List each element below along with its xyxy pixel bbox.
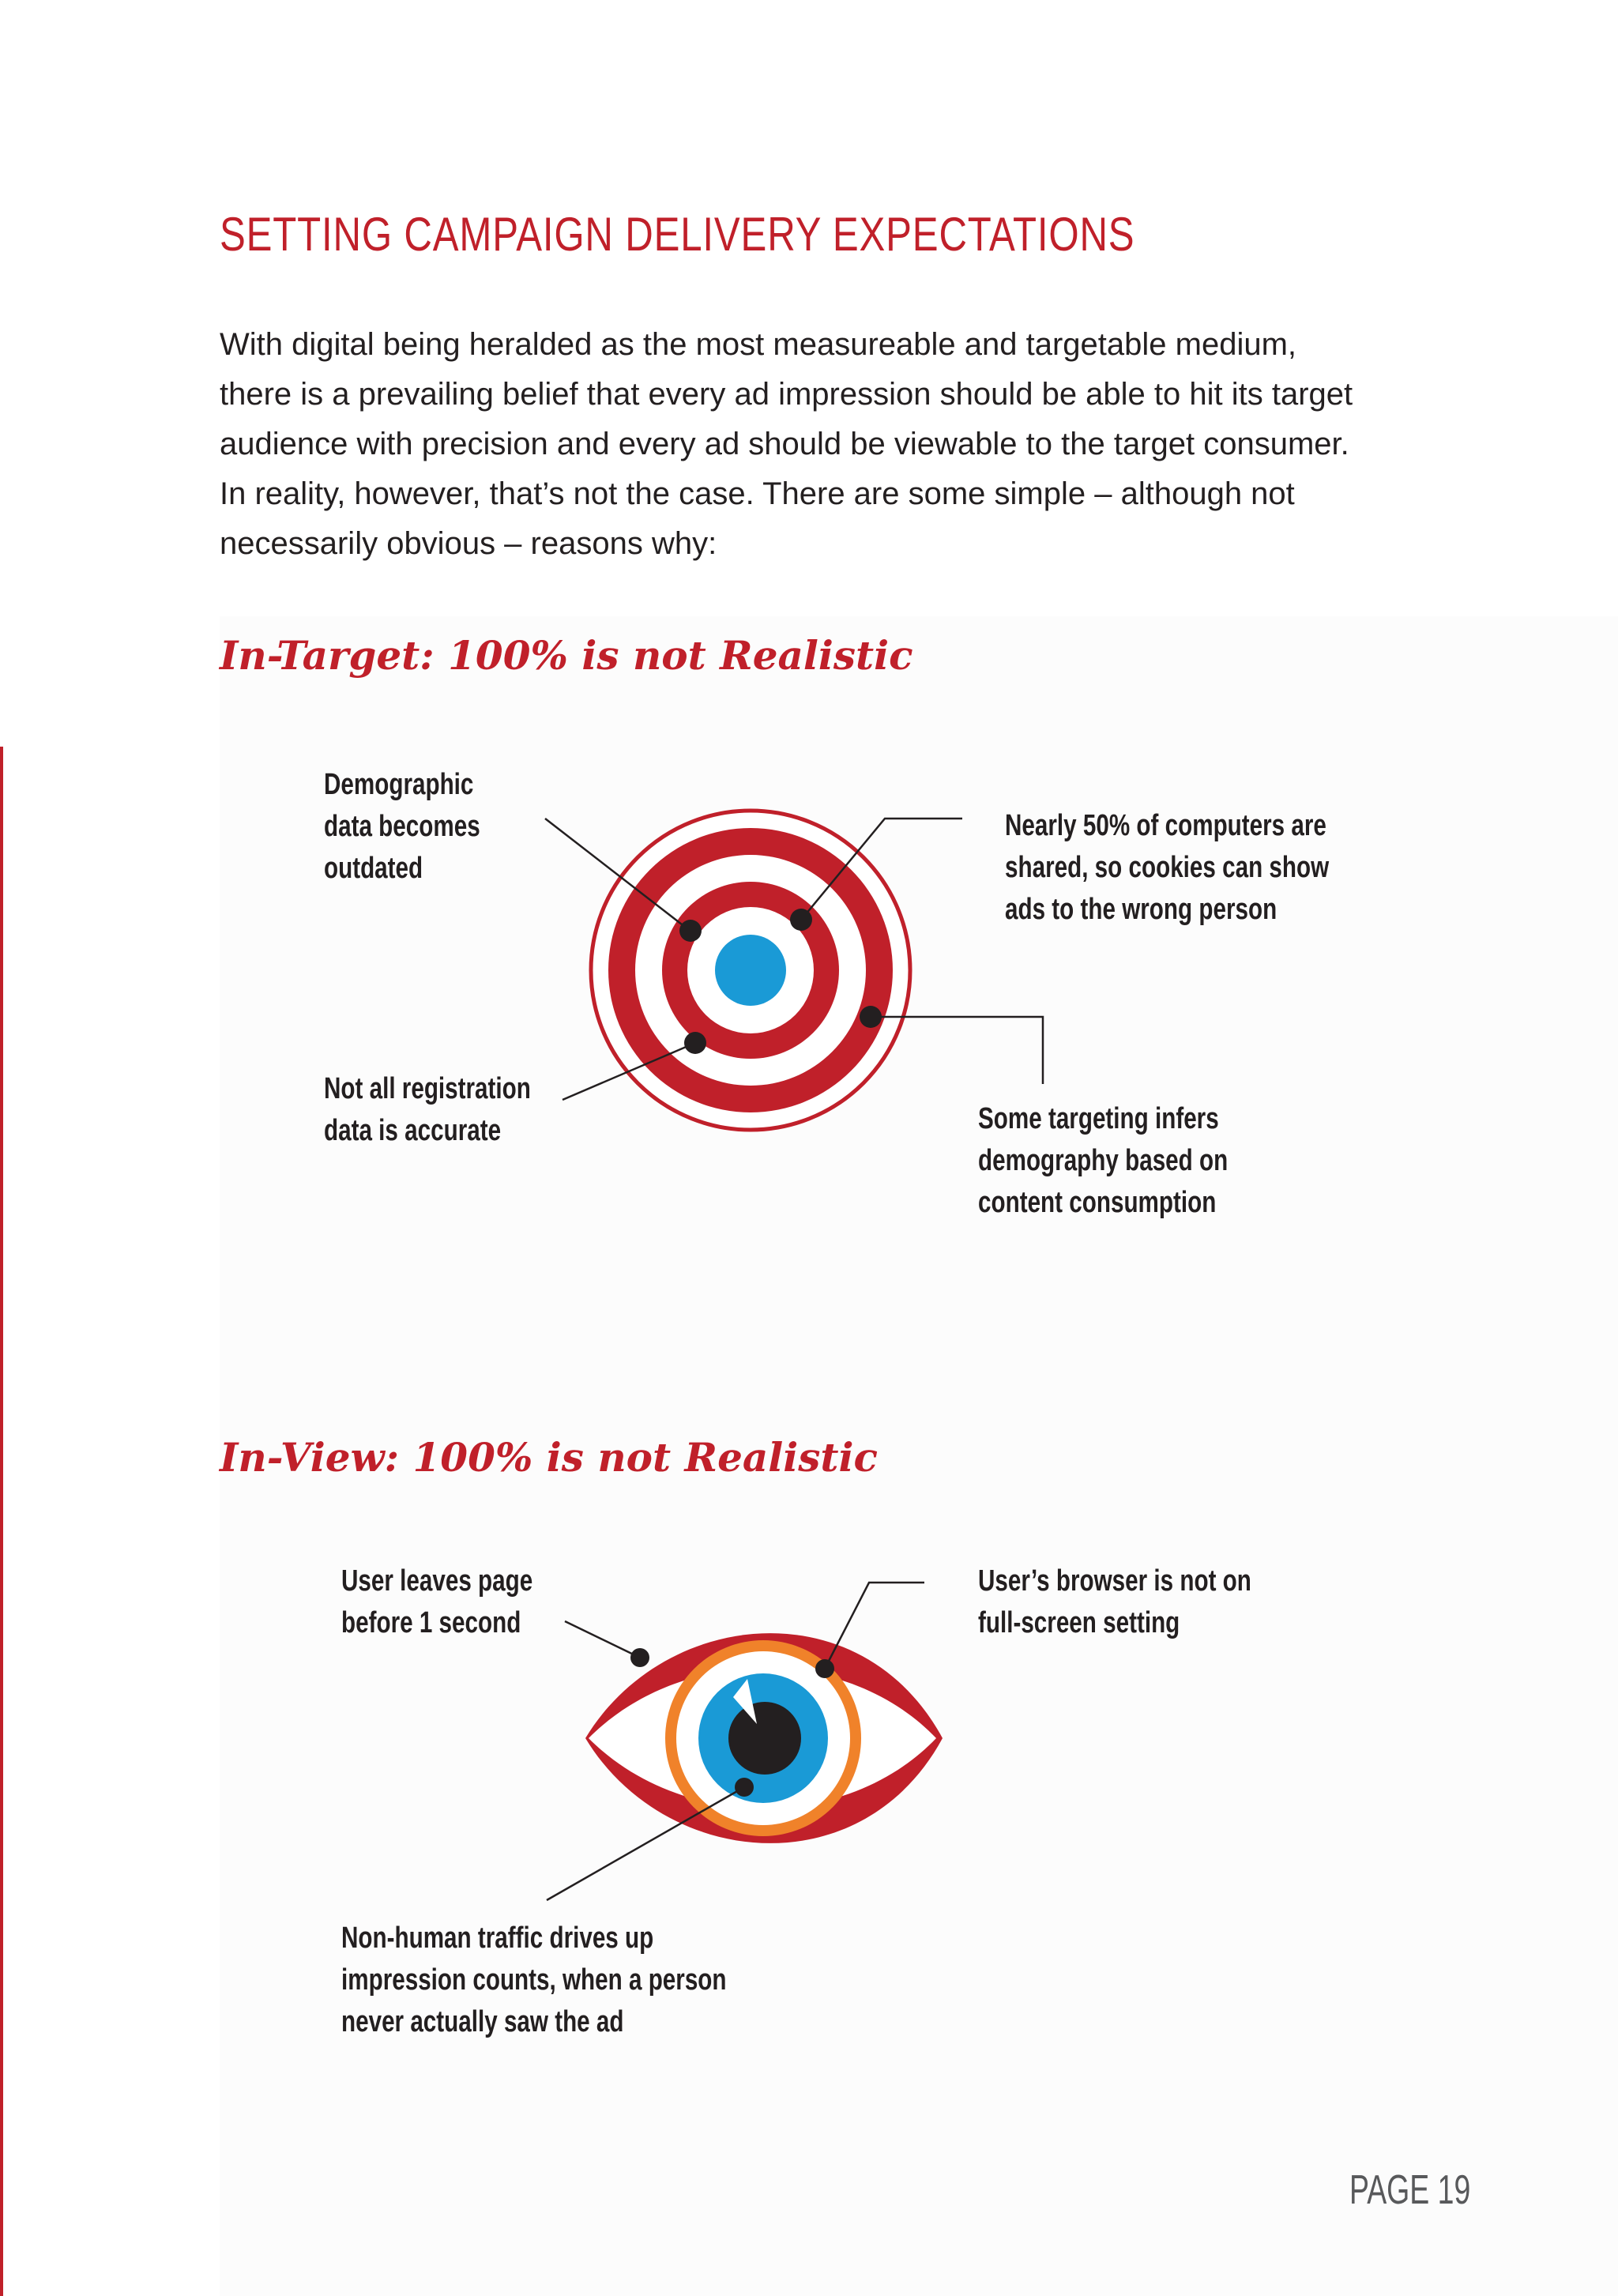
callout-line: content consumption — [978, 1186, 1217, 1219]
callout-line: Non-human traffic drives up — [341, 1921, 654, 1955]
callout-line: impression counts, when a person — [341, 1963, 727, 1997]
callout-line: Demographic — [324, 768, 474, 801]
callout-demographic — [324, 764, 480, 890]
callout-line: before 1 second — [341, 1606, 521, 1639]
callout-shared-computers — [1005, 805, 1329, 931]
callout-line: data becomes — [324, 810, 480, 843]
intro-line: With digital being heralded as the most measureable and targetable medium, — [220, 327, 1297, 362]
callout-line: data is accurate — [324, 1114, 502, 1147]
callout-line: User’s browser is not on — [978, 1564, 1251, 1598]
callout-line: never actually saw the ad — [341, 2005, 624, 2038]
callout-browser-setting — [978, 1560, 1251, 1644]
in-target-heading: In-Target: 100% is not Realistic — [220, 632, 913, 679]
callout-line: Nearly 50% of computers are — [1005, 809, 1326, 842]
callout-line: ads to the wrong person — [1005, 893, 1277, 926]
intro-line: In reality, however, that’s not the case. There are some simple – although not — [220, 476, 1295, 511]
page-title: SETTING CAMPAIGN DELIVERY EXPECTATIONS — [220, 208, 1135, 261]
callout-line: outdated — [324, 852, 423, 885]
page-number: PAGE 19 — [1349, 2167, 1471, 2213]
callout-non-human-traffic — [341, 1918, 727, 2043]
callout-line: shared, so cookies can show — [1005, 851, 1330, 884]
callout-line: Some targeting infers — [978, 1102, 1219, 1135]
callout-registration — [324, 1068, 531, 1152]
intro-line: there is a prevailing belief that every ad impression should be able to hit its target — [220, 377, 1353, 412]
callout-line: full-screen setting — [978, 1606, 1180, 1639]
intro-line: necessarily obvious – reasons why: — [220, 526, 717, 561]
target-icon — [591, 811, 910, 1130]
callout-line: Not all registration — [324, 1072, 531, 1105]
in-view-heading: In-View: 100% is not Realistic — [220, 1434, 878, 1481]
callout-user-leaves — [341, 1560, 532, 1644]
callout-targeting-infers — [978, 1098, 1228, 1224]
callout-line: demography based on — [978, 1144, 1229, 1177]
intro-line: audience with precision and every ad should be viewable to the target consumer. — [220, 427, 1349, 461]
callout-line: User leaves page — [341, 1564, 533, 1598]
